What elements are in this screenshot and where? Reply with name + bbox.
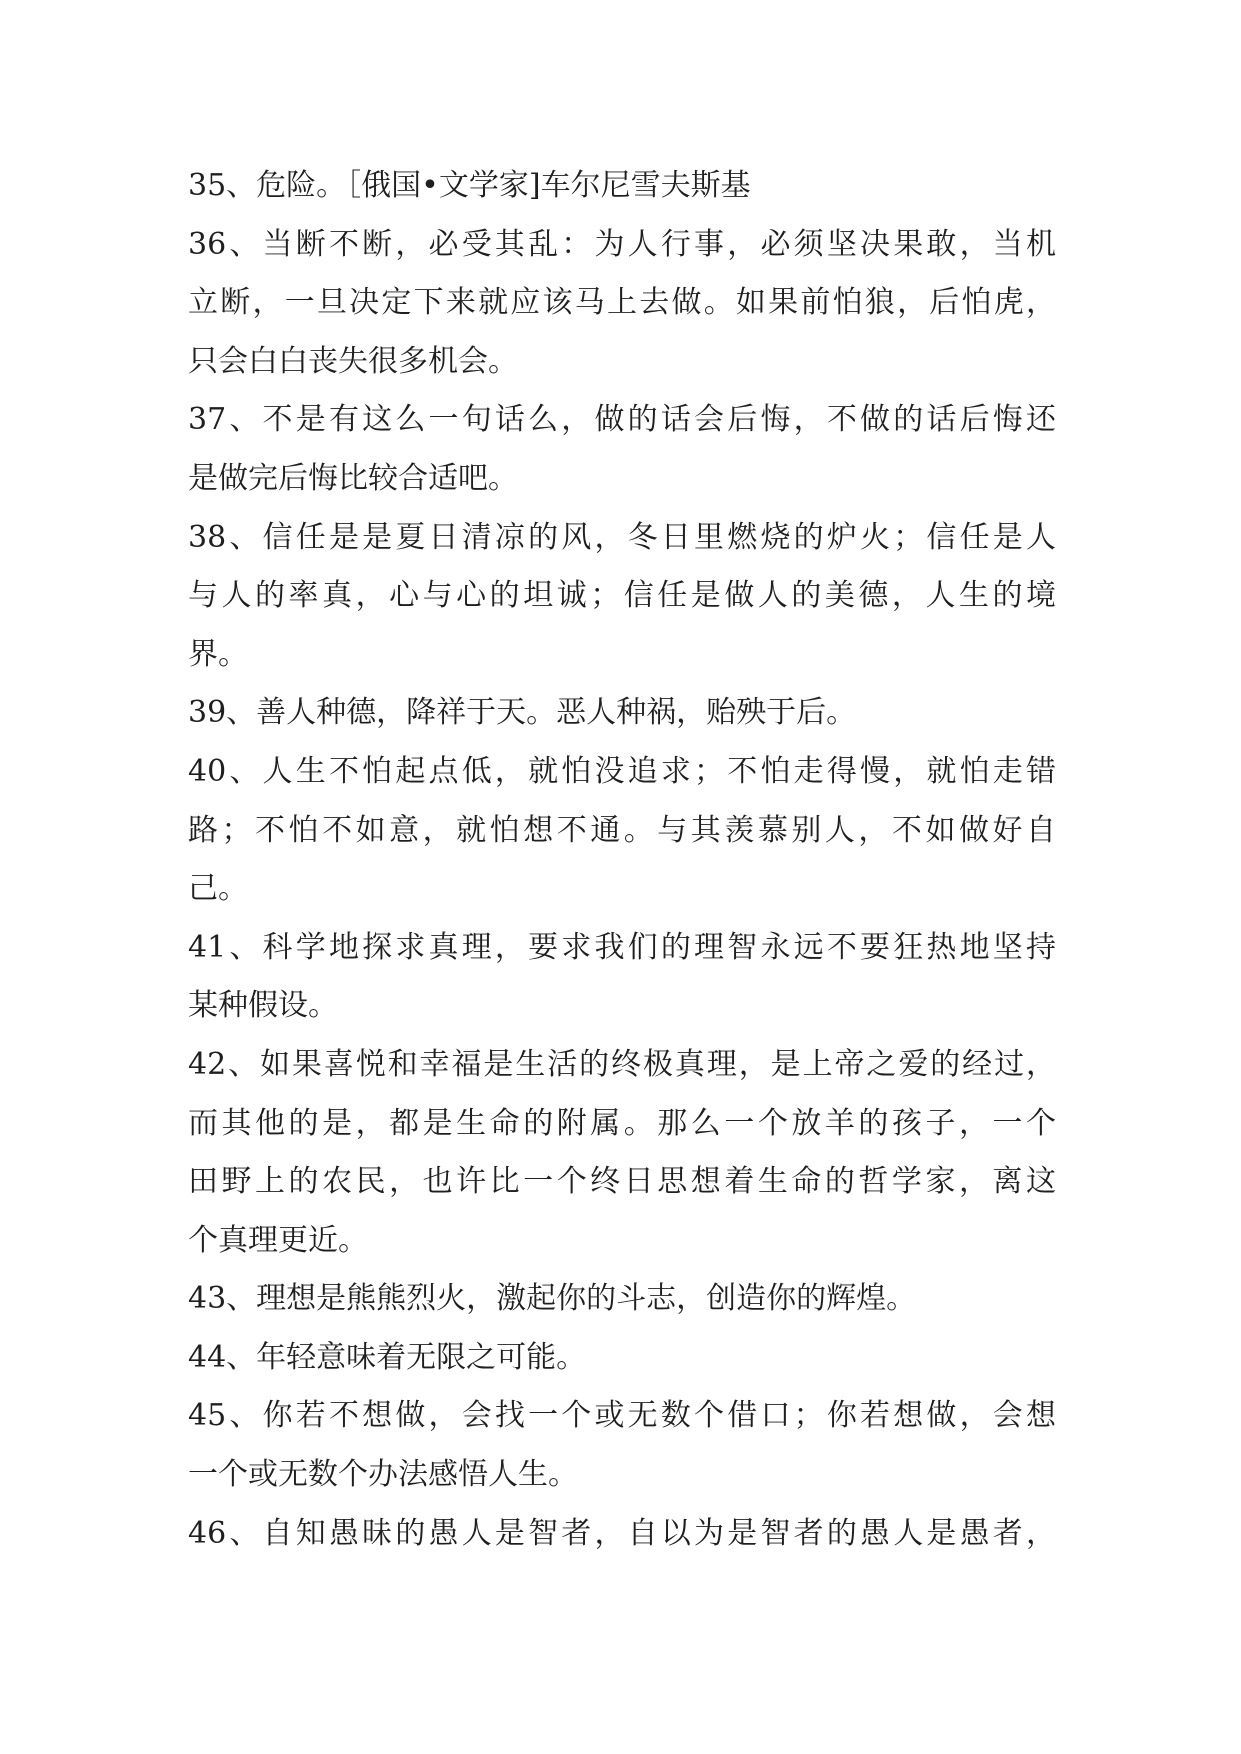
text-line: 己。 [188,871,248,907]
text-line: 而其他的是，都是生命的附属。那么一个放羊的孩子，一个 [188,1105,1056,1141]
text-line: 35、危险。［俄国•文学家]车尔尼雪夫斯基 [188,168,751,203]
text-line: 只会白白丧失很多机会。 [188,343,518,379]
text-line: 37、不是有这么一句话么，做的话会后悔，不做的话后悔还 [188,402,1056,438]
text-line: 36、当断不断，必受其乱：为人行事，必须坚决果敢，当机 [188,226,1056,262]
text-line: 某种假设。 [188,988,338,1024]
text-line: 39、善人种德，降祥于天。恶人种祸，贻殃于后。 [188,695,857,731]
text-line: 立断，一旦决定下来就应该马上去做。如果前怕狼，后怕虎， [188,285,1056,321]
document-body [188,157,1056,1563]
text-line: 路；不怕不如意，就怕想不通。与其羡慕别人，不如做好自 [188,812,1056,848]
text-line: 38、信任是是夏日清凉的风，冬日里燃烧的炉火；信任是人 [188,519,1056,555]
text-line: 43、理想是熊熊烈火，激起你的斗志，创造你的辉煌。 [188,1281,917,1317]
text-line: 与人的率真，心与心的坦诚；信任是做人的美德，人生的境 [188,578,1056,614]
text-line: 田野上的农民，也许比一个终日思想着生命的哲学家，离这 [188,1164,1056,1200]
text-line: 44、年轻意味着无限之可能。 [188,1339,587,1375]
text-line: 个真理更近。 [188,1222,368,1258]
text-line: 一个或无数个办法感悟人生。 [188,1457,578,1493]
text-line: 41、科学地探求真理，要求我们的理智永远不要狂热地坚持 [188,929,1056,965]
text-line: 45、你若不想做，会找一个或无数个借口；你若想做，会想 [188,1398,1056,1434]
text-line: 界。 [188,636,248,672]
text-line: 46、自知愚昧的愚人是智者，自以为是智者的愚人是愚者， [188,1515,1056,1551]
text-line: 40、人生不怕起点低，就怕没追求；不怕走得慢，就怕走错 [188,753,1056,789]
text-line: 42、如果喜悦和幸福是生活的终极真理，是上帝之爱的经过， [188,1046,1056,1082]
text-line: 是做完后悔比较合适吧。 [188,460,518,496]
